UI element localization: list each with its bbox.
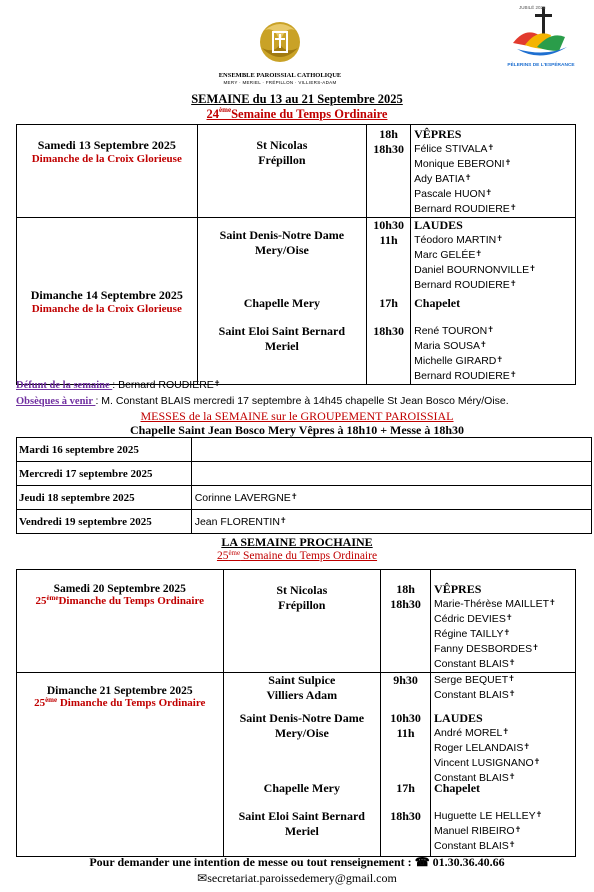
jubilee-top-text: JUBILÉ 2025 xyxy=(519,5,546,10)
intention-name: Ady BATIA ✝ xyxy=(411,172,575,187)
weekday-row xyxy=(17,462,592,486)
time: 18h xyxy=(396,582,415,596)
intention-name: Constant BLAIS ✝ xyxy=(431,688,575,703)
obseques-text: : M. Constant BLAIS mercredi 17 septembre à 14h45 chapelle St Jean Bosco Méry/Oise. xyxy=(95,395,509,407)
weekday-intention: Jean FLORENTIN ✝ xyxy=(191,510,591,534)
intention-name: Bernard ROUDIERE ✝ xyxy=(411,278,575,293)
footer-email-line xyxy=(0,871,594,886)
office-label: VÊPRES xyxy=(414,127,462,141)
week2-schedule-table xyxy=(16,569,576,857)
time: 18h30 xyxy=(373,142,404,156)
date: Dimanche 14 Septembre 2025 xyxy=(30,287,183,302)
weekday-masses-table xyxy=(16,437,592,534)
week-subtitle: 24èmeSemaine du Temps Ordinaire xyxy=(206,106,388,121)
weekday-intention xyxy=(191,462,591,486)
intention-name: Bernard ROUDIERE ✝ xyxy=(411,202,575,217)
defunt-label: Défunt de la semaine xyxy=(16,380,113,391)
place-town: Mery/Oise xyxy=(254,243,309,257)
org-subtitle: MERY · MERIEL · FRÉPILLON · VILLIERS-ADAM xyxy=(223,80,337,85)
feast: Dimanche de la Croix Glorieuse xyxy=(31,302,182,315)
messes-title: MESSES de la SEMAINE sur le GROUPEMENT PAROISSIAL xyxy=(140,409,454,423)
intention-name: Serge BEQUET ✝ xyxy=(431,673,575,688)
time: 17h xyxy=(396,781,415,795)
weekday-date: Mercredi 17 septembre 2025 xyxy=(17,462,192,486)
office-label: VÊPRES xyxy=(434,582,482,596)
intention-name: Monique EBERONI ✝ xyxy=(411,157,575,172)
week1-saturday-row xyxy=(17,125,576,218)
phone-icon: ☎ xyxy=(414,855,430,869)
defunt-line xyxy=(16,379,220,391)
weekday-row xyxy=(17,486,592,510)
time: 10h30 xyxy=(390,711,421,725)
intention-name: Marie-Thérèse MAILLET ✝ xyxy=(431,597,575,612)
intention-name: Fanny DESBORDES ✝ xyxy=(431,642,575,657)
time: 18h30 xyxy=(373,324,404,338)
office-label: LAUDES xyxy=(414,218,463,232)
intention-name: Cédric DEVIES ✝ xyxy=(431,612,575,627)
intention-name: Bernard ROUDIERE ✝ xyxy=(411,369,575,384)
date: Dimanche 21 Septembre 2025 xyxy=(46,685,193,697)
feast: 25èmeDimanche du Temps Ordinaire xyxy=(35,594,205,607)
email-icon: ✉ xyxy=(197,871,208,885)
place-town: Frépillon xyxy=(258,153,306,167)
parish-logo xyxy=(215,18,345,90)
place-name: St Nicolas xyxy=(276,583,328,597)
weekday-row xyxy=(17,510,592,534)
jubilee-logo xyxy=(505,5,577,73)
intention-name: Constant BLAIS ✝ xyxy=(431,657,575,672)
week2-sunday-row xyxy=(17,673,576,857)
date: Samedi 20 Septembre 2025 xyxy=(53,583,186,595)
jubilee-bottom-text: PÈLERINS DE L'ESPÉRANCE xyxy=(507,63,575,68)
weekday-intention: Corinne LAVERGNE ✝ xyxy=(191,486,591,510)
intention-name: Téodoro MARTIN ✝ xyxy=(411,233,575,248)
intention-name: Roger LELANDAIS ✝ xyxy=(431,741,575,756)
place-town: Frépillon xyxy=(278,598,326,612)
time: 9h30 xyxy=(393,673,418,687)
intention-name: Daniel BOURNONVILLE ✝ xyxy=(411,263,575,278)
week2-saturday-row xyxy=(17,570,576,673)
place-name: Chapelle Mery xyxy=(263,781,340,795)
next-week-subtitle: 25ème Semaine du Temps Ordinaire xyxy=(216,549,378,562)
email-link[interactable]: secretariat.paroissedemery@gmail.com xyxy=(207,871,397,885)
org-name: ENSEMBLE PAROISSIAL CATHOLIQUE xyxy=(218,72,342,79)
weekday-intention xyxy=(191,438,591,462)
place-town: Mery/Oise xyxy=(274,726,329,740)
defunt-text: : Bernard ROUDIERE ✝ xyxy=(112,379,220,391)
intention-name: Marc GELÉE ✝ xyxy=(411,248,575,263)
weekday-row xyxy=(17,438,592,462)
footer-text: Pour demander une intention de messe ou tout renseignement : xyxy=(89,855,415,869)
intention-name: Pascale HUON ✝ xyxy=(411,187,575,202)
place-name: Saint Eloi Saint Bernard xyxy=(218,324,346,338)
time: 18h xyxy=(379,127,398,141)
time: 11h xyxy=(396,726,415,740)
week1-sunday-row xyxy=(17,218,576,385)
place-name: Chapelle Mery xyxy=(243,296,321,310)
footer-contact xyxy=(0,855,594,870)
time: 17h xyxy=(379,296,398,310)
feast: 25ème Dimanche du Temps Ordinaire xyxy=(34,696,206,709)
chapelet-label: Chapelet xyxy=(434,781,481,795)
place-town: Meriel xyxy=(284,824,319,838)
next-week-title: LA SEMAINE PROCHAINE xyxy=(221,535,373,549)
time: 18h30 xyxy=(390,809,421,823)
week1-schedule-table xyxy=(16,124,576,385)
intention-name: Félice STIVALA ✝ xyxy=(411,142,575,157)
time: 10h30 xyxy=(373,218,404,232)
chapelet-label: Chapelet xyxy=(414,296,461,310)
weekday-date: Jeudi 18 septembre 2025 xyxy=(17,486,192,510)
intention-name: Constant BLAIS ✝ xyxy=(431,771,575,786)
intention-name: Huguette LE HELLEY ✝ xyxy=(431,809,575,824)
place-name: Saint Denis-Notre Dame xyxy=(239,711,365,725)
place-town: Meriel xyxy=(264,339,299,353)
office-label: LAUDES xyxy=(434,711,483,725)
intention-name: Régine TAILLY ✝ xyxy=(431,627,575,642)
intention-name: Maria SOUSA ✝ xyxy=(411,339,575,354)
place-name: Saint Sulpice xyxy=(268,673,336,687)
intention-name: René TOURON ✝ xyxy=(411,324,575,339)
place-town: Villiers Adam xyxy=(266,688,338,702)
weekday-date: Mardi 16 septembre 2025 xyxy=(17,438,192,462)
intention-name: Constant BLAIS ✝ xyxy=(431,839,575,854)
obseques-line xyxy=(16,395,509,407)
intention-name: Michelle GIRARD ✝ xyxy=(411,354,575,369)
week-title: SEMAINE du 13 au 21 Septembre 2025 xyxy=(191,92,403,106)
weekday-date: Vendredi 19 septembre 2025 xyxy=(17,510,192,534)
phone-number[interactable]: 01.30.36.40.66 xyxy=(432,855,505,869)
date: Samedi 13 Septembre 2025 xyxy=(37,138,176,152)
feast: Dimanche de la Croix Glorieuse xyxy=(31,153,182,165)
place-name: Saint Eloi Saint Bernard xyxy=(238,809,365,823)
intention-name: Manuel RIBEIRO ✝ xyxy=(431,824,575,839)
intention-name: Vincent LUSIGNANO ✝ xyxy=(431,756,575,771)
intention-name: André MOREL ✝ xyxy=(431,726,575,741)
place-name: Saint Denis-Notre Dame xyxy=(219,228,345,242)
place-name: St Nicolas xyxy=(256,138,308,152)
time: 11h xyxy=(379,233,398,247)
time: 18h30 xyxy=(390,597,421,611)
messes-subtitle: Chapelle Saint Jean Bosco Mery Vêpres à 18h10 + Messe à 18h30 xyxy=(129,423,465,437)
obseques-label: Obsèques à venir xyxy=(16,396,96,407)
